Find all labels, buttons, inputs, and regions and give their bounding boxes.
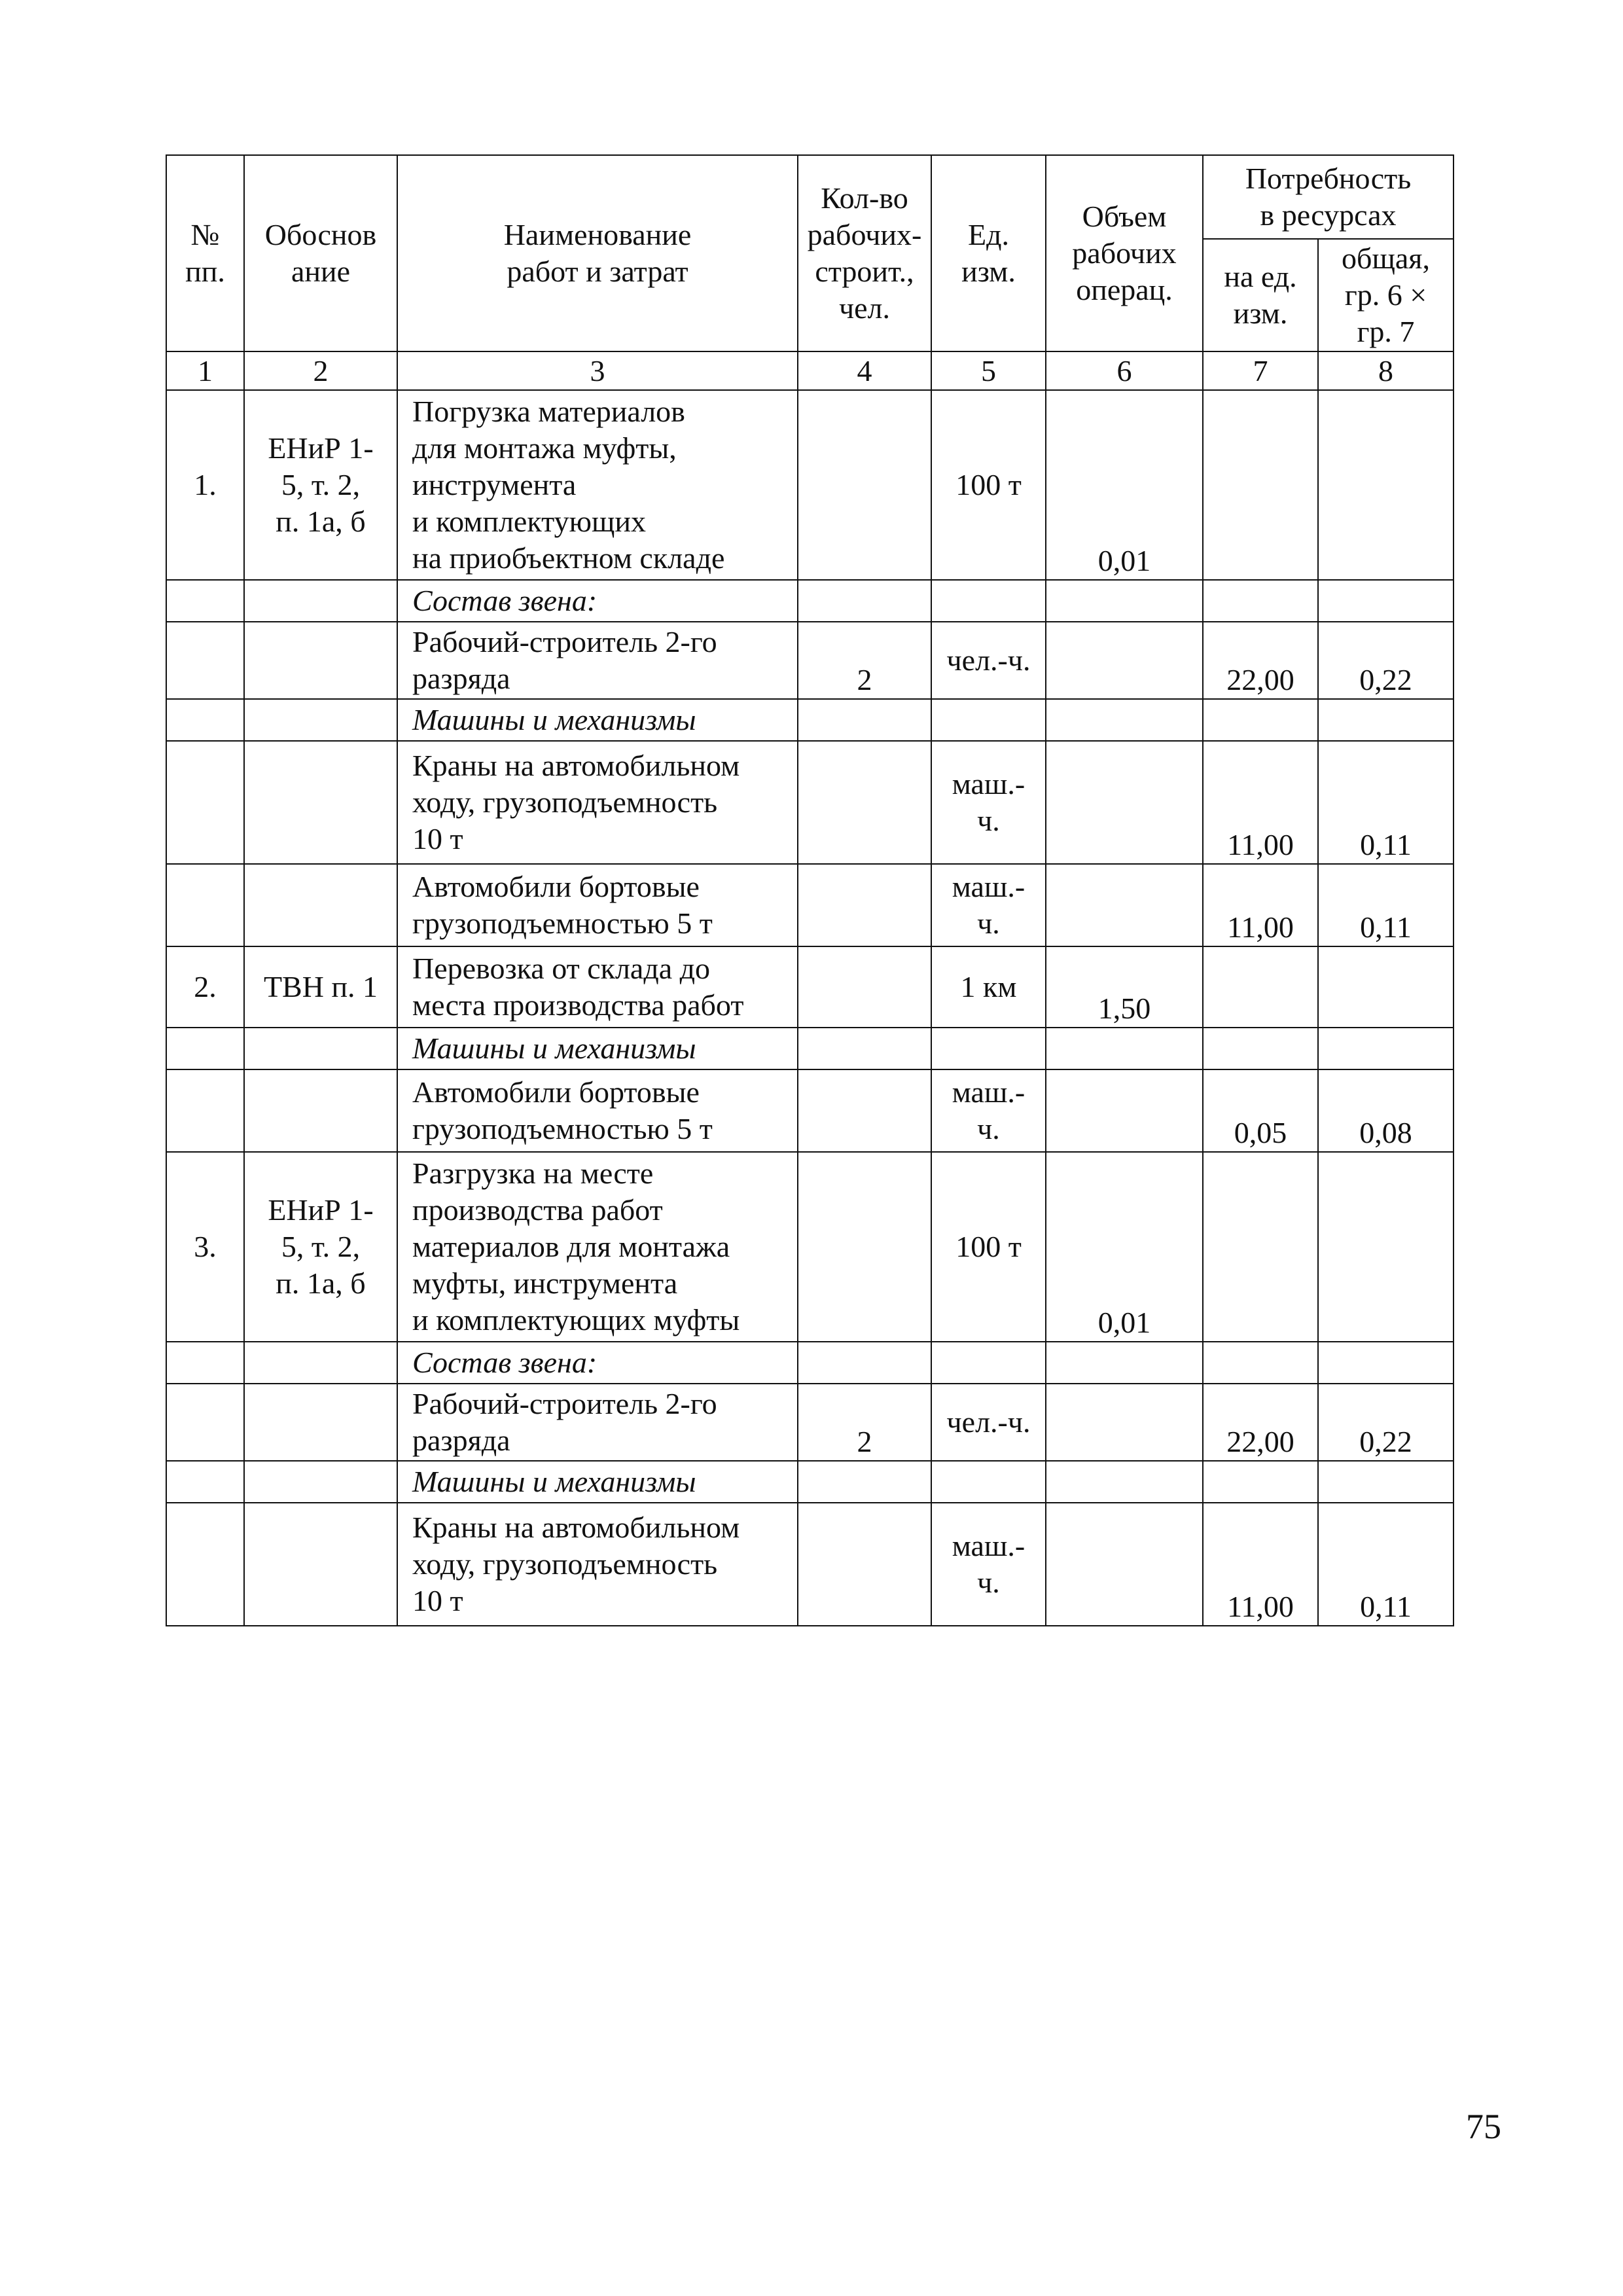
resource-table — [166, 154, 1454, 1626]
row-unit: маш.- ч. — [931, 1503, 1046, 1626]
table-row-machines — [166, 699, 1454, 741]
row-unit: 100 т — [931, 390, 1046, 580]
row-name: Рабочий-строитель 2-го разряда — [397, 622, 798, 699]
row-total: 0,22 — [1318, 1384, 1454, 1461]
row-name: Погрузка материалов для монтажа муфты, инструмента и комплектующих на приобъектном складе — [397, 390, 798, 580]
row-name: Машины и механизмы — [397, 699, 798, 741]
column-number: 3 — [397, 351, 798, 390]
row-unit: чел.-ч. — [931, 622, 1046, 699]
header-per-unit: на ед. изм. — [1203, 239, 1318, 351]
header-basis: Обоснов ание — [244, 155, 397, 351]
row-name: Машины и механизмы — [397, 1461, 798, 1503]
table-row-1 — [166, 390, 1454, 580]
page-number: 75 — [1466, 2107, 1501, 2146]
table-row-crew — [166, 1342, 1454, 1384]
column-number: 6 — [1046, 351, 1203, 390]
column-number: 1 — [166, 351, 244, 390]
row-name: Перевозка от склада до места производства работ — [397, 946, 798, 1028]
row-number: 3. — [166, 1152, 244, 1342]
row-basis: ТВН п. 1 — [244, 946, 397, 1028]
header-volume: Объем рабочих операц. — [1046, 155, 1203, 351]
row-per-unit: 22,00 — [1203, 622, 1318, 699]
row-per-unit: 11,00 — [1203, 1503, 1318, 1626]
row-number: 1. — [166, 390, 244, 580]
row-basis: ЕНиР 1- 5, т. 2, п. 1а, б — [244, 1152, 397, 1342]
row-volume: 0,01 — [1046, 1152, 1203, 1342]
row-unit: 100 т — [931, 1152, 1046, 1342]
row-name: Автомобили бортовые грузоподъемностью 5 т — [397, 1069, 798, 1152]
row-volume: 1,50 — [1046, 946, 1203, 1028]
table-row-machines — [166, 1461, 1454, 1503]
header-row — [166, 155, 1454, 239]
row-name: Краны на автомобильном ходу, грузоподъемность 10 т — [397, 1503, 798, 1626]
table-row-worker — [166, 1384, 1454, 1461]
row-name: Машины и механизмы — [397, 1028, 798, 1069]
header-workers-count: Кол-во рабочих- строит., чел. — [798, 155, 931, 351]
header-total: общая, гр. 6 × гр. 7 — [1318, 239, 1454, 351]
row-name: Рабочий-строитель 2-го разряда — [397, 1384, 798, 1461]
row-total — [1318, 390, 1454, 580]
row-basis: ЕНиР 1- 5, т. 2, п. 1а, б — [244, 390, 397, 580]
row-count: 2 — [798, 622, 931, 699]
row-unit: маш.- ч. — [931, 1069, 1046, 1152]
row-per-unit: 11,00 — [1203, 864, 1318, 946]
table-row-worker — [166, 622, 1454, 699]
row-name: Состав звена: — [397, 580, 798, 622]
header-unit: Ед. изм. — [931, 155, 1046, 351]
row-unit: маш.- ч. — [931, 864, 1046, 946]
column-number-row — [166, 351, 1454, 390]
column-number: 4 — [798, 351, 931, 390]
row-number: 2. — [166, 946, 244, 1028]
row-unit: маш.- ч. — [931, 741, 1046, 864]
row-total: 0,22 — [1318, 622, 1454, 699]
table-row-truck — [166, 864, 1454, 946]
row-count: 2 — [798, 1384, 931, 1461]
row-name: Краны на автомобильном ходу, грузоподъемность 10 т — [397, 741, 798, 864]
row-per-unit: 0,05 — [1203, 1069, 1318, 1152]
row-total: 0,11 — [1318, 1503, 1454, 1626]
table-row-truck — [166, 1069, 1454, 1152]
row-name: Автомобили бортовые грузоподъемностью 5 т — [397, 864, 798, 946]
row-per-unit — [1203, 390, 1318, 580]
row-total: 0,08 — [1318, 1069, 1454, 1152]
row-per-unit: 22,00 — [1203, 1384, 1318, 1461]
table-row-crane — [166, 1503, 1454, 1626]
column-number: 7 — [1203, 351, 1318, 390]
row-count — [798, 390, 931, 580]
row-total: 0,11 — [1318, 741, 1454, 864]
row-per-unit: 11,00 — [1203, 741, 1318, 864]
header-number: № пп. — [166, 155, 244, 351]
table-row-machines — [166, 1028, 1454, 1069]
column-number: 8 — [1318, 351, 1454, 390]
table-row-crew — [166, 580, 1454, 622]
row-unit: чел.-ч. — [931, 1384, 1046, 1461]
header-name: Наименование работ и затрат — [397, 155, 798, 351]
column-number: 5 — [931, 351, 1046, 390]
column-number: 2 — [244, 351, 397, 390]
row-unit: 1 км — [931, 946, 1046, 1028]
row-volume: 0,01 — [1046, 390, 1203, 580]
header-resource-needs: Потребность в ресурсах — [1203, 155, 1454, 239]
table-row-3 — [166, 1152, 1454, 1342]
row-total: 0,11 — [1318, 864, 1454, 946]
table-row-2 — [166, 946, 1454, 1028]
row-name: Разгрузка на месте производства работ материалов для монтажа муфты, инструмента и комплектующих муфты — [397, 1152, 798, 1342]
row-name: Состав звена: — [397, 1342, 798, 1384]
table-row-crane — [166, 741, 1454, 864]
